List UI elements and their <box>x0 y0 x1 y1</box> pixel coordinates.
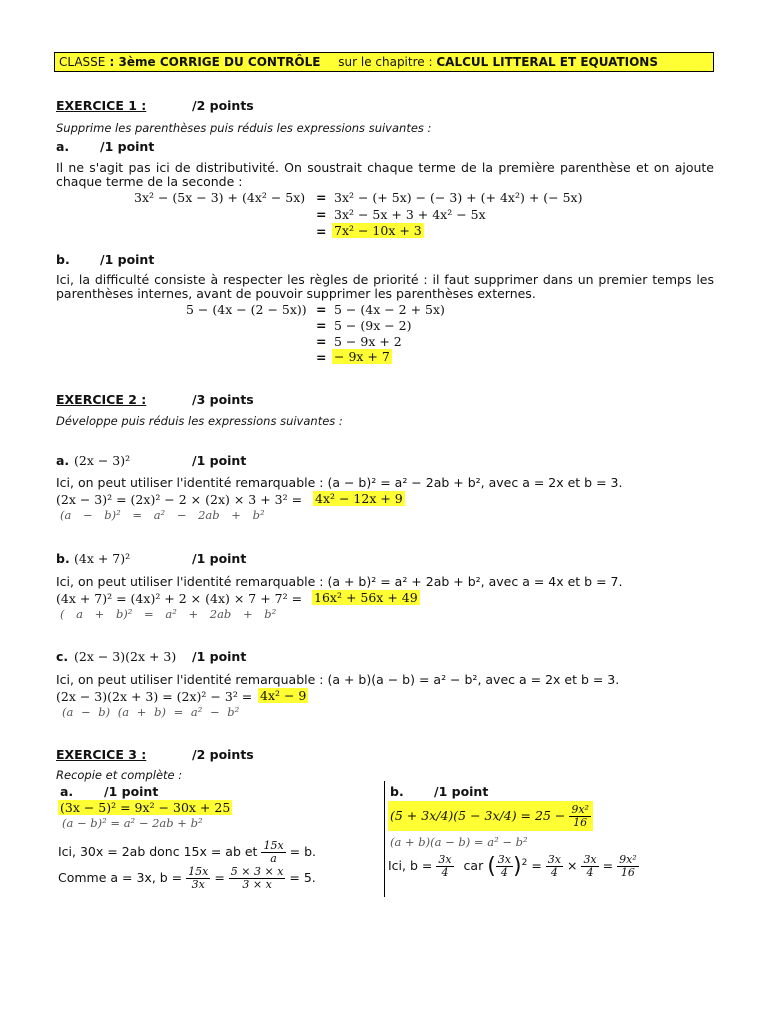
header-classe: CLASSE <box>59 55 106 69</box>
ex3-a-frac3-den: 3 × x <box>242 878 272 891</box>
ex3-b-frac-m1-num: 3x <box>547 853 561 866</box>
ex1-title: EXERCICE 1 : <box>56 98 147 113</box>
header-banner <box>54 52 714 72</box>
ex2-points: /3 points <box>192 392 254 407</box>
ex3-a-line1 <box>58 840 316 865</box>
header-chapter: sur le chapitre : <box>338 55 433 69</box>
header-level: 3ème CORRIGE DU CONTRÔLE <box>118 55 321 69</box>
ex3-b-frac-res-num: 9x² <box>619 853 637 866</box>
ex1-instruction: Supprime les parenthèses puis réduis les expressions suivantes : <box>56 121 432 135</box>
ex3-b-car: car <box>463 858 484 873</box>
column-divider <box>384 781 385 897</box>
ex2-c-text: Ici, on peut utiliser l'identité remarquable : (a + b)(a − b) = a² − b², avec a = 2x et b = 3. <box>56 672 620 687</box>
ex3-a-frac2 <box>186 866 210 891</box>
ex3-b-result <box>388 801 593 831</box>
ex3-a-identity: (a − b)² = a² − 2ab + b² <box>62 816 203 830</box>
ex1-b-result: − 9x + 7 <box>334 349 390 364</box>
ex1-a-text: Il ne s'agit pas ici de distributivité. On soustrait chaque terme de la première parenthèse et on ajoute chaque terme de la seconde : <box>56 160 714 189</box>
ex1-b-eq3: = <box>316 334 327 349</box>
ex1-a-result: 7x² − 10x + 3 <box>334 223 422 238</box>
ex2-b-label: b. <box>56 551 70 566</box>
ex1-a-eq3: = <box>316 224 327 239</box>
ex3-b-identity: (a + b)(a − b) = a² − b² <box>390 835 528 849</box>
ex2-a-points: /1 point <box>192 453 247 468</box>
ex1-a-points: /1 point <box>100 139 155 154</box>
ex3-a-frac3 <box>229 866 286 891</box>
ex3-a-points: /1 point <box>104 784 159 799</box>
ex1-a-label: a. <box>56 139 70 154</box>
ex2-a-label: a. <box>56 453 70 468</box>
ex3-b-paren-close: ) <box>513 854 522 879</box>
ex3-b-frac-sq-num: 3x <box>497 853 511 866</box>
ex2-c-expr: (2x − 3)(2x + 3) <box>74 649 177 664</box>
ex3-b-eq1: = <box>531 858 542 873</box>
ex3-points: /2 points <box>192 747 254 762</box>
ex3-a-result: (3x − 5)² = 9x² − 30x + 25 <box>60 800 231 815</box>
ex2-a-result: 4x² − 12x + 9 <box>315 491 403 506</box>
ex2-c-result: 4x² − 9 <box>260 688 307 703</box>
ex3-a-frac1 <box>261 840 285 865</box>
ex3-a-line2-end: = 5. <box>289 870 316 885</box>
ex1-b-points: /1 point <box>100 252 155 267</box>
ex1-b-lhs: 5 − (4x − (2 − 5x)) <box>186 302 307 317</box>
ex1-points: /2 points <box>192 98 254 113</box>
ex3-a-frac3-num: 5 × 3 × x <box>230 865 284 878</box>
ex3-a-frac1-den: a <box>270 852 277 865</box>
ex2-c-label: c. <box>56 649 69 664</box>
ex3-a-eq-sign: = <box>214 870 225 885</box>
ex2-a-expr: (2x − 3)² <box>74 453 131 468</box>
ex2-b-identity: ( a + b)² = a² + 2ab + b² <box>60 607 277 621</box>
ex3-b-points: /1 point <box>434 784 489 799</box>
ex3-b-times: × <box>566 858 578 873</box>
ex3-b-frac-m1-den: 4 <box>550 866 558 879</box>
ex2-b-text: Ici, on peut utiliser l'identité remarquable : (a + b)² = a² + 2ab + b², avec a = 4x et b = 7. <box>56 574 623 589</box>
ex1-b-step2: 5 − (9x − 2) <box>334 318 412 333</box>
ex3-a-line2-text: Comme a = 3x, b = <box>58 870 183 885</box>
ex2-b-expr: (4x + 7)² <box>74 551 131 566</box>
ex1-b-step3: 5 − 9x + 2 <box>334 334 402 349</box>
ex3-b-frac-sq <box>496 854 513 879</box>
ex3-b-frac-sq-den: 4 <box>500 866 508 879</box>
ex3-b-frac-res <box>617 854 639 879</box>
ex3-b-square-exp: 2 <box>521 857 528 868</box>
ex2-b-result: 16x² + 56x + 49 <box>314 590 418 605</box>
ex3-b-frac-res-den: 16 <box>620 866 635 879</box>
ex2-a-text: Ici, on peut utiliser l'identité remarquable : (a − b)² = a² − 2ab + b², avec a = 2x et b = 3. <box>56 475 623 490</box>
ex3-b-result-left: (5 + 3x/4)(5 − 3x/4) = 25 − <box>390 808 566 823</box>
ex1-b-eq1: = <box>316 302 327 317</box>
ex3-a-frac1-num: 15x <box>263 839 284 852</box>
ex3-title: EXERCICE 3 : <box>56 747 147 762</box>
ex2-instruction: Développe puis réduis les expressions suivantes : <box>56 414 343 428</box>
header-topic: CALCUL LITTERAL ET EQUATIONS <box>436 55 658 69</box>
ex3-b-frac-m1 <box>546 854 563 879</box>
ex3-a-line1-end: = b. <box>289 844 316 859</box>
ex3-b-line-text: Ici, b = <box>388 858 433 873</box>
ex3-instruction: Recopie et complète : <box>56 768 183 782</box>
ex3-b-result-frac <box>569 804 591 829</box>
ex2-c-points: /1 point <box>192 649 247 664</box>
ex1-b-text: Ici, la difficulté consiste à respecter les règles de priorité : il faut supprimer dans un premier temps les parenthèses internes, avant de pouvoir supprimer les parenthèses externes. <box>56 272 714 301</box>
ex3-b-frac-b-den: 4 <box>441 866 449 879</box>
ex2-c-identity: (a − b) (a + b) = a² − b² <box>62 705 240 719</box>
ex2-b-calc: (4x + 7)² = (4x)² + 2 × (4x) × 7 + 7² = <box>56 591 303 606</box>
ex3-b-frac-b <box>436 854 453 879</box>
ex3-b-frac-m2-den: 4 <box>586 866 594 879</box>
ex1-a-eq2: = <box>316 207 327 222</box>
ex1-b-eq4: = <box>316 350 327 365</box>
ex2-a-calc: (2x − 3)² = (2x)² − 2 × (2x) × 3 + 3² = <box>56 492 303 507</box>
ex3-a-line1-text: Ici, 30x = 2ab donc 15x = ab et <box>58 844 258 859</box>
ex1-b-label: b. <box>56 252 70 267</box>
ex1-a-lhs: 3x² − (5x − 3) + (4x² − 5x) <box>134 190 306 205</box>
ex2-a-identity: (a − b)² = a² − 2ab + b² <box>60 508 265 522</box>
ex3-b-paren-open: ( <box>487 854 496 879</box>
ex3-b-result-den: 16 <box>573 816 588 829</box>
ex3-b-eq2: = <box>602 858 614 873</box>
ex3-b-frac-m2 <box>581 854 598 879</box>
ex3-b-frac-b-num: 3x <box>438 853 452 866</box>
ex1-b-eq2: = <box>316 318 327 333</box>
ex1-a-eq1: = <box>316 190 327 205</box>
ex1-b-step1: 5 − (4x − 2 + 5x) <box>334 302 445 317</box>
ex3-a-label: a. <box>60 784 74 799</box>
header-sep: : <box>105 55 119 69</box>
ex3-b-frac-m2-num: 3x <box>583 853 597 866</box>
ex2-title: EXERCICE 2 : <box>56 392 147 407</box>
ex3-b-label: b. <box>390 784 404 799</box>
ex2-c-calc: (2x − 3)(2x + 3) = (2x)² − 3² = <box>56 689 253 704</box>
ex3-a-frac2-den: 3x <box>191 878 205 891</box>
ex3-a-line2 <box>58 866 316 891</box>
ex3-a-frac2-num: 15x <box>188 865 209 878</box>
ex2-b-points: /1 point <box>192 551 247 566</box>
ex3-b-line <box>388 854 639 879</box>
ex1-a-step2: 3x² − 5x + 3 + 4x² − 5x <box>334 207 486 222</box>
ex1-a-step1: 3x² − (+ 5x) − (− 3) + (+ 4x²) + (− 5x) <box>334 190 583 205</box>
ex3-b-result-num: 9x² <box>571 803 589 816</box>
